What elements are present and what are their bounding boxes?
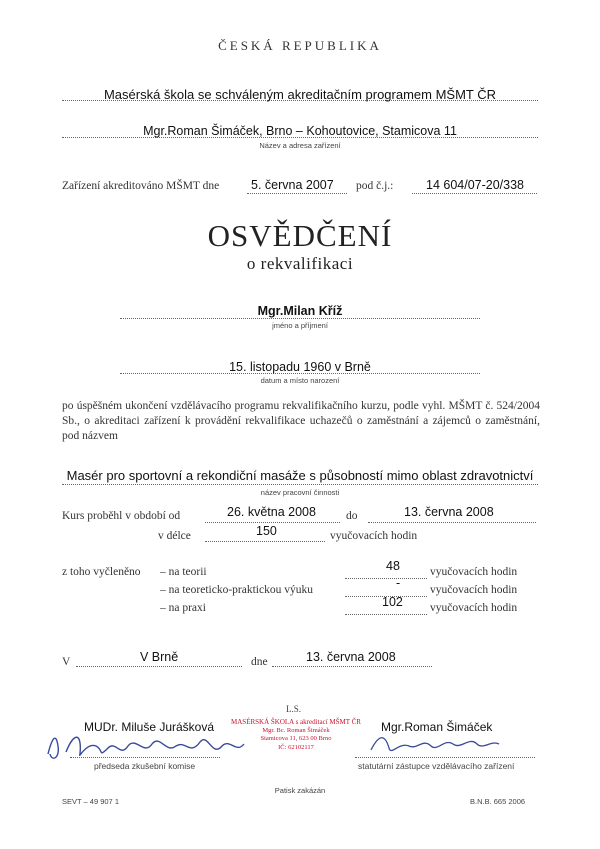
stamp-line-1: MASÉRSKÁ ŠKOLA s akreditací MŠMT ČR — [231, 718, 361, 726]
school-name: Masérská škola se schváleným akreditačním programem MŠMT ČR — [103, 87, 497, 102]
breakdown-row-mixed-value: - — [396, 576, 401, 590]
date-line — [272, 666, 432, 667]
right-signature-line — [355, 757, 535, 758]
stamp-line-2: Mgr. Bc. Roman Šimáček — [262, 726, 330, 734]
breakdown-row-practice-label: – na praxi — [160, 602, 206, 614]
course-hours: 150 — [256, 524, 277, 538]
ls-mark: L.S. — [286, 704, 302, 714]
person-name: Mgr.Milan Kříž — [257, 304, 343, 318]
right-signer-role: statutární zástupce vzdělávacího zařízení — [358, 761, 515, 771]
course-title: Masér pro sportovní a rekondiční masáže s působností mimo oblast zdravotnictví — [66, 468, 534, 483]
course-title-line — [62, 484, 538, 485]
place-line — [76, 666, 242, 667]
issue-date: 13. června 2008 — [306, 650, 396, 664]
person-birth-label: datum a místo narození — [260, 376, 340, 385]
course-title-label: název pracovní činnosti — [260, 488, 340, 497]
place-in-label: V — [62, 656, 71, 668]
accreditation-prefix: Zařízení akreditováno MŠMT dne — [62, 180, 220, 192]
footer-center: Patisk zakázán — [274, 786, 326, 795]
person-birth: 15. listopadu 1960 v Brně — [229, 360, 371, 374]
period-to-line — [368, 522, 536, 523]
accreditation-date-line — [247, 193, 347, 194]
certificate-subtitle: o rekvalifikaci — [246, 254, 354, 273]
accreditation-date: 5. června 2007 — [251, 178, 334, 192]
period-prefix: Kurs proběhl v období od — [62, 510, 181, 522]
accreditation-ref-line — [412, 193, 537, 194]
period-to-label: do — [346, 510, 358, 522]
breakdown-label: z toho vyčleněno — [62, 566, 141, 578]
period-from-line — [205, 522, 340, 523]
name-line — [120, 318, 480, 319]
breakdown-row-practice-line — [345, 614, 427, 615]
footer-left: SEVT – 49 907 1 — [62, 797, 119, 806]
length-label: v délce — [158, 530, 191, 542]
period-from: 26. května 2008 — [227, 505, 316, 519]
period-to: 13. června 2008 — [404, 505, 494, 519]
place: V Brně — [140, 650, 179, 664]
breakdown-row-theory-label: – na teorii — [160, 566, 207, 578]
school-address-label: Název a adresa zařízení — [259, 141, 341, 150]
left-signer-name: MUDr. Miluše Jurášková — [84, 720, 215, 734]
accreditation-ref-label: pod č.j.: — [356, 180, 394, 192]
left-signer-role: předseda zkušební komise — [94, 761, 196, 771]
person-name-label: jméno a příjmení — [272, 321, 328, 330]
hours-unit: vyučovacích hodin — [330, 530, 418, 542]
school-address: Mgr.Roman Šimáček, Brno – Kohoutovice, Stamicova 11 — [143, 124, 457, 138]
stamp-line-4: IČ: 62102117 — [278, 743, 314, 751]
breakdown-row-theory-line — [345, 578, 427, 579]
country-heading: ČESKÁ REPUBLIKA — [218, 38, 382, 53]
stamp-line-3: Stamicova 11, 623 00 Brno — [260, 735, 332, 742]
left-signature-line — [70, 757, 220, 758]
breakdown-row-theory-unit: vyučovacích hodin — [430, 566, 518, 578]
length-line — [205, 541, 325, 542]
accreditation-ref-number: 14 604/07-20/338 — [426, 178, 525, 192]
breakdown-row-practice-value: 102 — [382, 595, 403, 609]
breakdown-row-mixed-unit: vyučovacích hodin — [430, 584, 518, 596]
right-signer-name: Mgr.Roman Šimáček — [381, 720, 493, 734]
footer-right: B.N.B. 665 2006 — [470, 797, 526, 806]
date-label: dne — [251, 656, 268, 668]
certificate-title: OSVĚDČENÍ — [207, 218, 393, 253]
statement-text: po úspěšném ukončení vzdělávacího programu rekvalifikačního kurzu, podle vyhl. MŠMT č. 524/2004 Sb., o akreditaci zařízení k provádění rekvalifikace uchazečů o zaměstnání a zájemců o zaměstnání, pod názvem — [62, 400, 540, 442]
breakdown-row-mixed-label: – na teoreticko-praktickou výuku — [160, 584, 313, 596]
breakdown-row-theory-value: 48 — [386, 559, 400, 573]
breakdown-row-practice-unit: vyučovacích hodin — [430, 602, 518, 614]
